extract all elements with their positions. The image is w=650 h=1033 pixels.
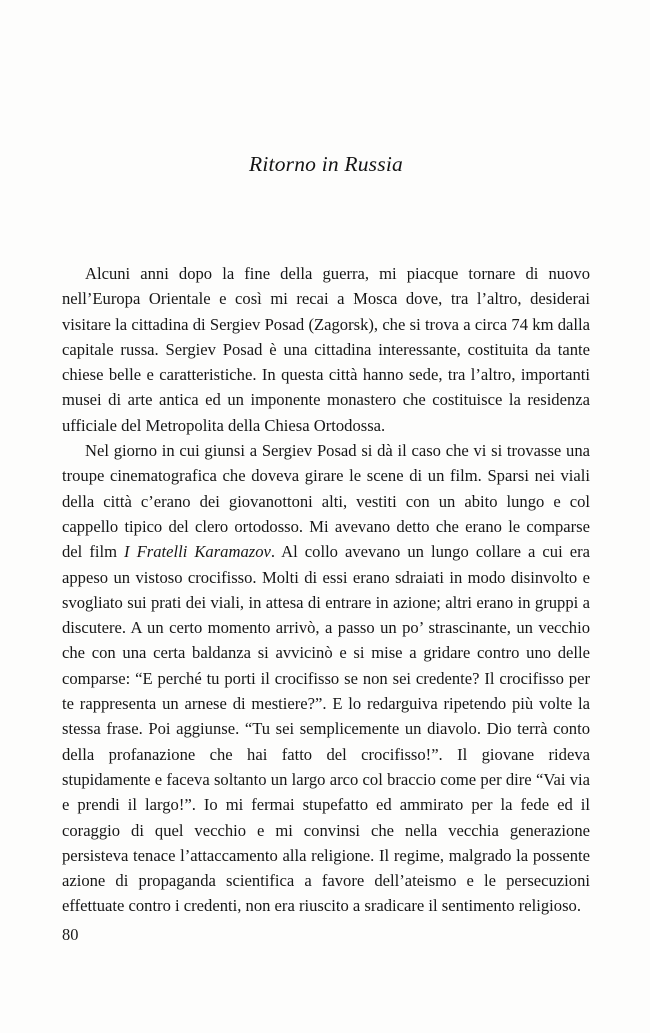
- chapter-title: Ritorno in Russia: [249, 152, 403, 176]
- page-number: 80: [62, 925, 79, 944]
- book-title-italic: I Fratelli Karamazov: [124, 542, 271, 562]
- paragraph-2-part-2: . Al collo avevano un lungo collare a cui era appeso un vistoso crocifisso. Molti di essi erano sdraiati in modo disinvolto e svogliato sui prati dei viali, in attesa di entrare in azione; altri erano in gruppi a discutere. A un certo momento arrivò, a passo un po’ strascinante, un vecchio che con una certa baldanza si avvicinò e si mise a gridare contro uno delle comparse: “E perché tu porti il crocifisso se non sei credente? Il crocifisso per te rappresenta un arnese di mestiere?”. E lo redarguiva ripetendo più volte la stessa frase. Poi aggiunse. “Tu sei semplicemente un diavolo. Dio terrà conto della profanazione che hai fatto del crocifisso!”. Il giovane rideva stupidamente e faceva soltanto un largo arco col braccio come per dire “Vai via e prendi il largo!”. Io mi fermai stupefatto ed ammirato per la fede ed il coraggio di quel vecchio e mi convinsi che nella vecchia generazione persisteva tenace l’attaccamento alla religione. Il regime, malgrado la possente azione di propaganda scientifica a favore dell’ateismo e le persecuzioni effettuate contro i credenti, non era riuscito a sradicare il sentimento religioso.: [62, 542, 590, 916]
- body-text: [62, 261, 590, 919]
- paragraph-1: Alcuni anni dopo la fine della guerra, mi piacque tornare di nuovo nell’Europa Orientale e così mi recai a Mosca dove, tra l’altro, desiderai visitare la cittadina di Sergiev Posad (Zagorsk), che si trova a circa 74 km dalla capitale russa. Sergiev Posad è una cittadina interessante, costituita da tante chiese belle e caratteristiche. In questa città hanno sede, tra l’altro, importanti musei di arte antica ed un imponente monastero che costituisce la residenza ufficiale del Metropolita della Chiesa Ortodossa.: [62, 264, 590, 435]
- page-content: [62, 0, 590, 1033]
- paragraph-2-part-1: Nel giorno in cui giunsi a Sergiev Posad si dà il caso che vi si trovasse una troupe cinematografica che doveva girare le scene di un film. Sparsi nei viali della città c’erano dei giovanottoni alti, vestiti con un abito lungo e col cappello tipico del clero ortodosso. Mi avevano detto che erano le comparse del film: [62, 441, 590, 562]
- paragraph-2: [62, 438, 590, 919]
